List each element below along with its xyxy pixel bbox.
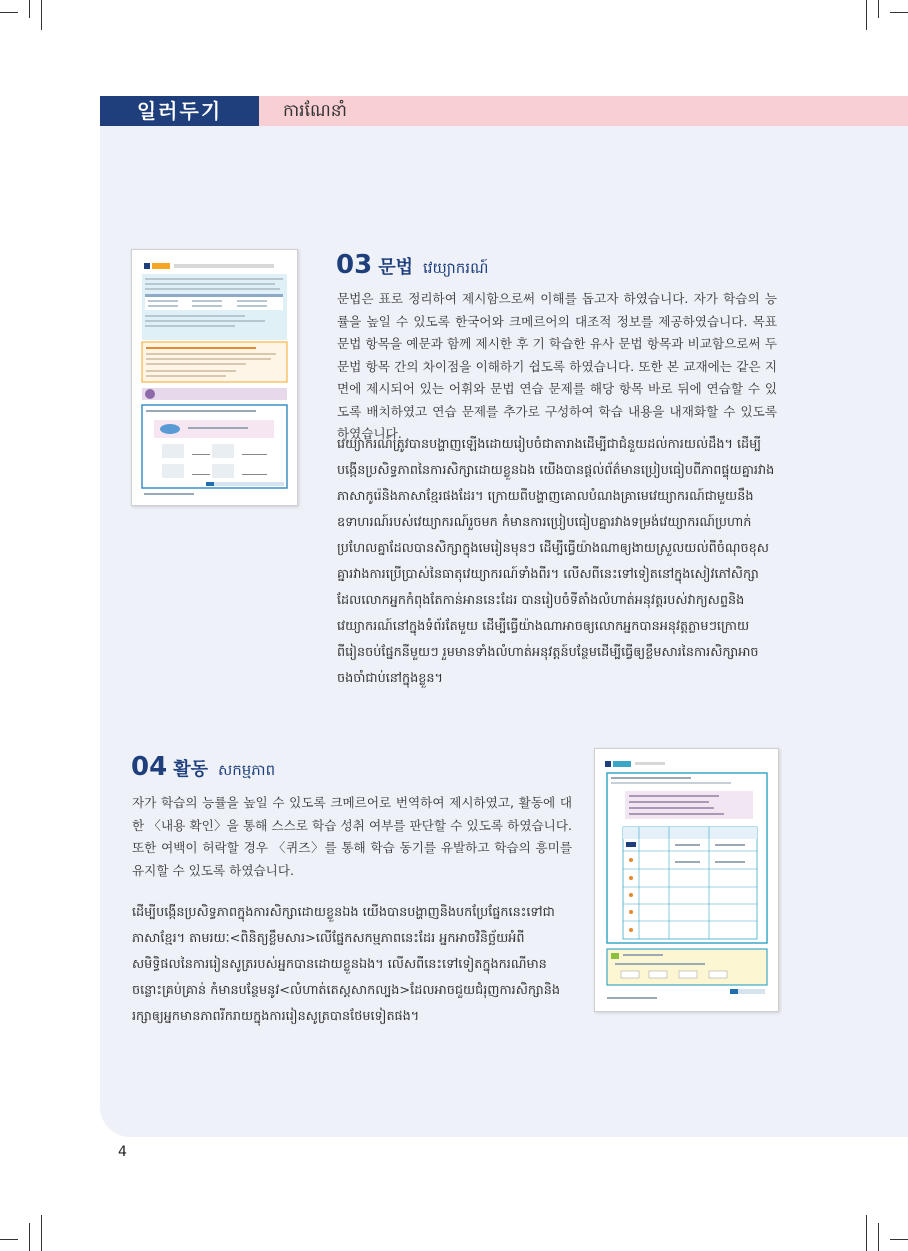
crop-mark bbox=[878, 1223, 879, 1251]
activity-page-preview-image bbox=[595, 749, 778, 1011]
crop-mark bbox=[890, 1239, 908, 1240]
crop-mark bbox=[29, 0, 30, 18]
grammar-page-thumbnail bbox=[131, 249, 298, 506]
section-03-paragraph-khmer: វេយ្យាករណ៍ត្រូវបានបង្ហាញឡើងដោយរៀបចំជាតារាងដើម្បីជាជំនួយដល់ការយល់ដឹង។ ដើម្បីបង្កើនប្រសិទ្ធភាពនៃការសិក្សាដោយខ្លួនឯង យើងបានផ្ដល់ព័ត៌មានប្រៀបធៀបពីភាពផ្ទុយគ្នារវាងភាសាកូរ៉េនិងភាសាខ្មែរផងដែរ។ ក្រោយពីបង្ហាញគោលបំណងគ្រាមេវេយ្យាករណ៍ជាមួយនឹងឧទាហរណ៍របស់វេយ្យាករណ៍រួចមក កំមានការប្រៀបធៀបគ្នារវាងទម្រង់វេយ្យាករណ៍ប្រហាក់ប្រហែលគ្នាដែលបានសិក្សាក្នុងមេរៀនមុនៗ ដើម្បីធ្វើយ៉ាងណាឲ្យងាយស្រួលយល់ពីចំណុចខុសគ្នារវាងការប្រើប្រាស់នៃធាតុវេយ្យាករណ៍ទាំងពីរ។ លើសពីនេះទៅទៀតនៅក្នុងសៀវភៅសិក្សាដែលលោកអ្នកកំពុងតែកាន់អាននេះដែរ បានរៀបចំទីតាំងលំហាត់អនុវត្តរបស់វាក្យសព្ទនិងវេយ្យាករណ៍នៅក្នុងទំព័រតែមួយ ដើម្បីធ្វើយ៉ាងណាអាចឲ្យលោកអ្នកបានអនុវត្តភ្លាមៗក្រោយពីរៀនចប់ផ្នែកនីមួយៗ រួមមានទាំងលំហាត់អនុវត្តន៍បន្ថែមដើម្បីធ្វើឲ្យខ្លឹមសារនៃការសិក្សាអាចចងចាំជាប់នៅក្នុងខ្លួន។ bbox=[337, 437, 775, 686]
section-03-paragraph-korean: 문법은 표로 정리하여 제시함으로써 이해를 돕고자 하였습니다. 자가 학습의 능률을 높일 수 있도록 한국어와 크메르어의 대조적 정보를 제공하였습니다. 목표 문법 항목을 예문과 함께 제시한 후 기 학습한 유사 문법 항목과 비교함으로써 두 문법 항목 간의 차이점을 이해하기 쉽도록 하였습니다. 또한 본 교재에는 같은 지면에 제시되어 있는 어휘와 문법 연습 문제를 해당 항목 바로 뒤에 연습할 수 있도록 배치하였고 연습 문제를 추가로 구성하여 학습 내용을 내재화할 수 있도록 하였습니다. bbox=[337, 291, 777, 441]
page-number: 4 bbox=[118, 1144, 127, 1160]
section-03-title-khmer: វេយ្យាករណ៍ bbox=[422, 259, 489, 277]
section-04-title-korean: 활동 bbox=[173, 759, 208, 780]
section-04-paragraph-khmer: ដើម្បីបង្កើនប្រសិទ្ធភាពក្នុងការសិក្សាដោយខ្លួនឯង យើងបានបង្ហាញនិងបកប្រែផ្នែកនេះទៅជាភាសាខ្មែរ។ តាមរយៈ<ពិនិត្យខ្លឹមសារ>លើផ្នែកសកម្មភាពនេះដែរ អ្នកអាចវិនិច្ឆ័យអំពីសមិទ្ធិផលនៃការរៀនសូត្ររបស់អ្នកបានដោយខ្លួនឯង។ លើសពីនេះទៅទៀតក្នុងករណីមានចន្លោះគ្រប់គ្រាន់ កំមានបន្ថែមនូវ<លំហាត់តេស្តសាកល្បង>ដែលអាចជួយជំរុញការសិក្សានិងរក្សាឲ្យអ្នកមានភាពរីករាយក្នុងការរៀនសូត្របានថែមទៀតផង។ bbox=[132, 905, 560, 1024]
crop-mark bbox=[890, 12, 908, 13]
grammar-page-preview-image bbox=[132, 250, 297, 505]
section-04-paragraph-korean: 자가 학습의 능률을 높일 수 있도록 크메르어로 번역하여 제시하였고, 활동에 대한 〈내용 확인〉을 통해 스스로 학습 성취 여부를 판단할 수 있도록 하였습니다. 또한 여백이 허락할 경우 〈퀴즈〉를 통해 학습 동기를 유발하고 학습의 흥미를 유지할 수 있도록 하였습니다. bbox=[132, 795, 572, 878]
crop-mark bbox=[41, 1215, 42, 1251]
section-03-number: 03 bbox=[336, 250, 373, 280]
header-tab-korean: 일러두기 bbox=[100, 96, 259, 126]
crop-mark bbox=[0, 12, 18, 13]
crop-mark bbox=[29, 1223, 30, 1251]
section-03-heading bbox=[336, 250, 488, 281]
crop-mark bbox=[41, 0, 42, 30]
crop-mark bbox=[866, 0, 867, 30]
crop-mark bbox=[0, 1239, 18, 1240]
header-tab-khmer: ការណែនាំ bbox=[259, 96, 908, 126]
crop-mark bbox=[866, 1215, 867, 1251]
section-04-heading bbox=[131, 752, 275, 783]
activity-page-thumbnail bbox=[594, 748, 779, 1012]
section-04-title-khmer: សកម្មភាព bbox=[217, 761, 276, 779]
section-03-title-korean: 문법 bbox=[378, 257, 413, 278]
crop-mark bbox=[878, 0, 879, 18]
section-04-number: 04 bbox=[131, 752, 168, 782]
